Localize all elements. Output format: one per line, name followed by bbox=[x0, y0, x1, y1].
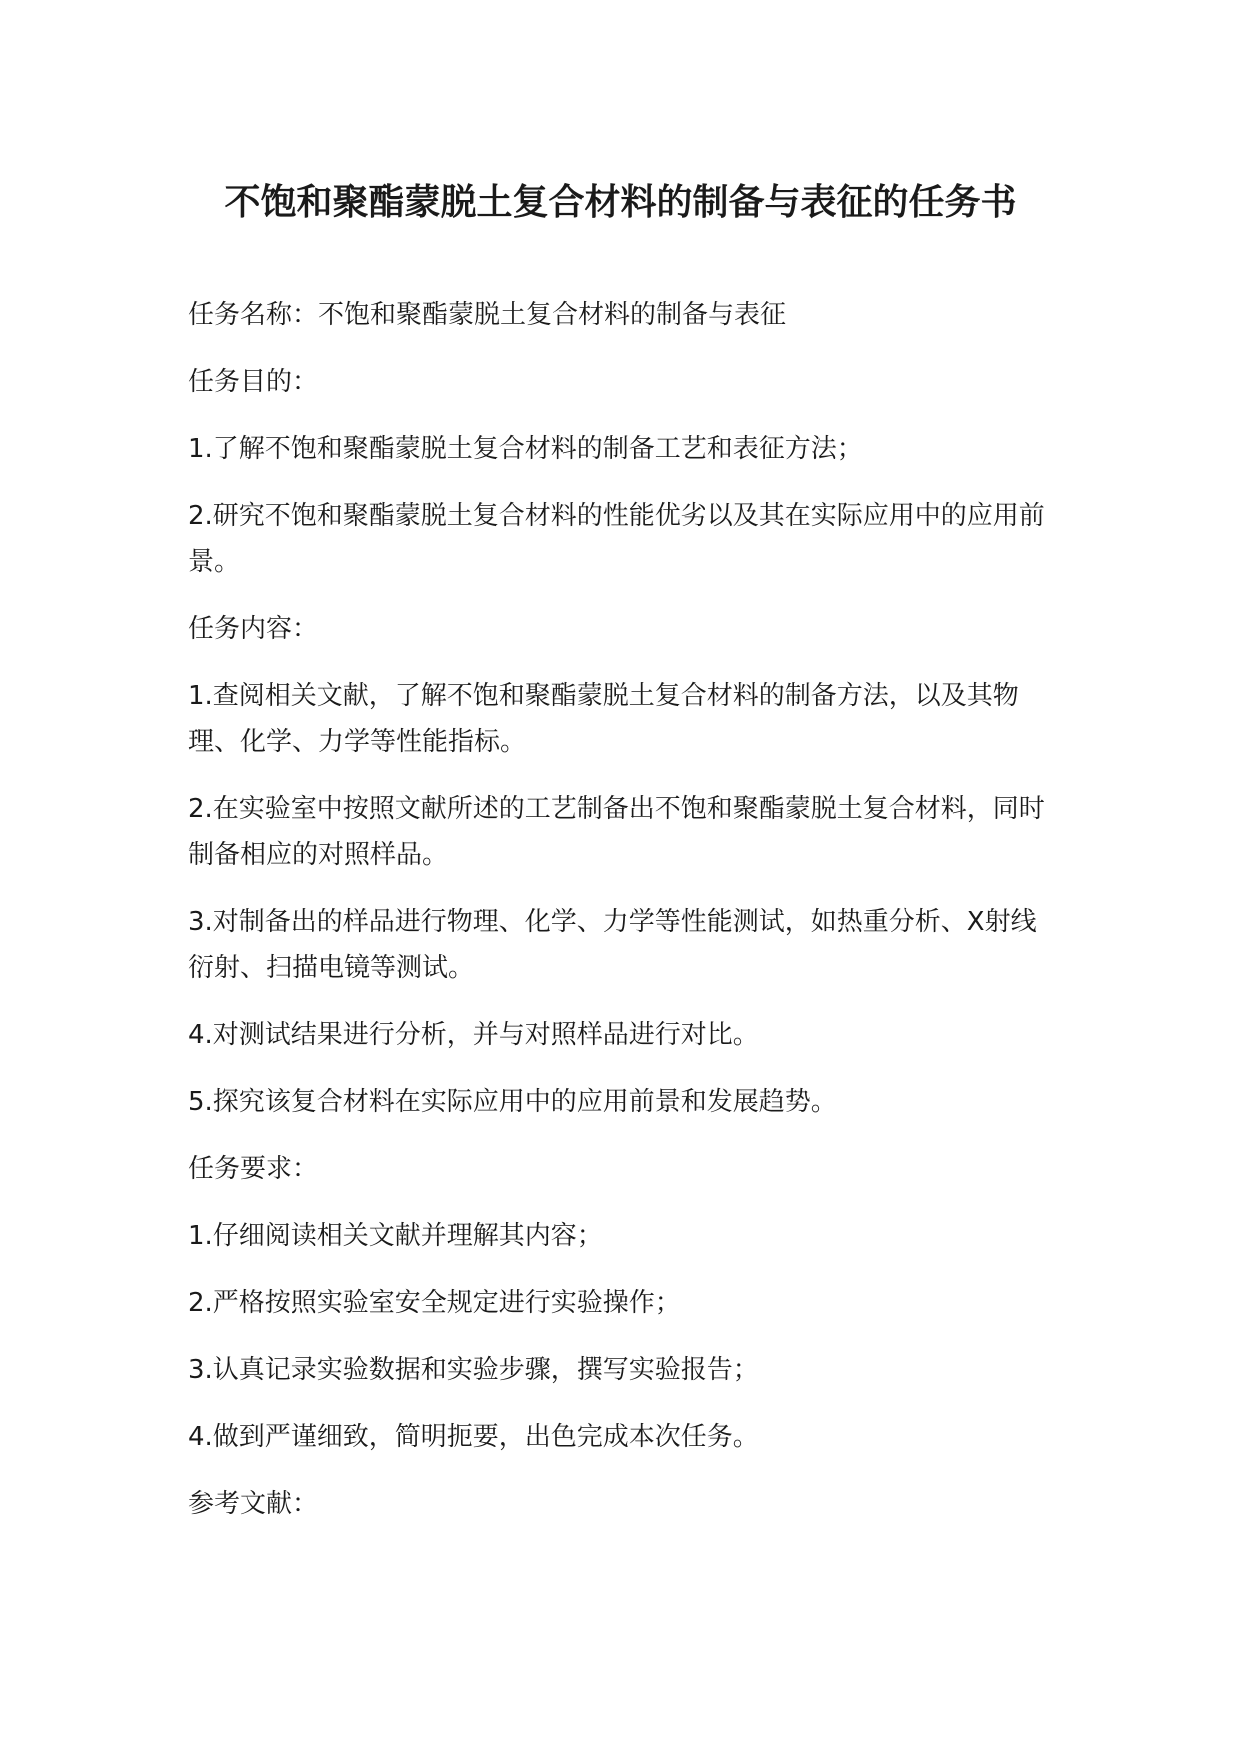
requirement-item-4: 4.做到严谨细致，简明扼要，出色完成本次任务。 bbox=[188, 1422, 759, 1452]
requirement-item-1: 1.仔细阅读相关文献并理解其内容； bbox=[188, 1221, 603, 1251]
content-item-1: 1.查阅相关文献，了解不饱和聚酯蒙脱土复合材料的制备方法，以及其物理、化学、力学等性能指标。 bbox=[188, 681, 1019, 757]
purpose-item-2: 2.研究不饱和聚酯蒙脱土复合材料的性能优劣以及其在实际应用中的应用前景。 bbox=[188, 501, 1045, 577]
content-item-2: 2.在实验室中按照文献所述的工艺制备出不饱和聚酯蒙脱土复合材料，同时制备相应的对照样品。 bbox=[188, 794, 1045, 870]
requirement-item-3: 3.认真记录实验数据和实验步骤，撰写实验报告； bbox=[188, 1355, 759, 1385]
section-heading-content: 任务内容： bbox=[188, 614, 319, 644]
document-title: 不饱和聚酯蒙脱土复合材料的制备与表征的任务书 bbox=[224, 182, 1017, 223]
content-item-4: 4.对测试结果进行分析，并与对照样品进行对比。 bbox=[188, 1020, 759, 1050]
section-heading-purpose: 任务目的： bbox=[188, 367, 319, 397]
section-heading-references: 参考文献： bbox=[188, 1489, 319, 1519]
content-item-5: 5.探究该复合材料在实际应用中的应用前景和发展趋势。 bbox=[188, 1087, 837, 1117]
requirement-item-2: 2.严格按照实验室安全规定进行实验操作； bbox=[188, 1288, 681, 1318]
task-name-line: 任务名称：不饱和聚酯蒙脱土复合材料的制备与表征 bbox=[188, 300, 787, 330]
section-heading-requirements: 任务要求： bbox=[188, 1154, 319, 1184]
purpose-item-1: 1.了解不饱和聚酯蒙脱土复合材料的制备工艺和表征方法； bbox=[188, 434, 863, 464]
content-item-3: 3.对制备出的样品进行物理、化学、力学等性能测试，如热重分析、X射线衍射、扫描电镜等测试。 bbox=[188, 907, 1037, 983]
